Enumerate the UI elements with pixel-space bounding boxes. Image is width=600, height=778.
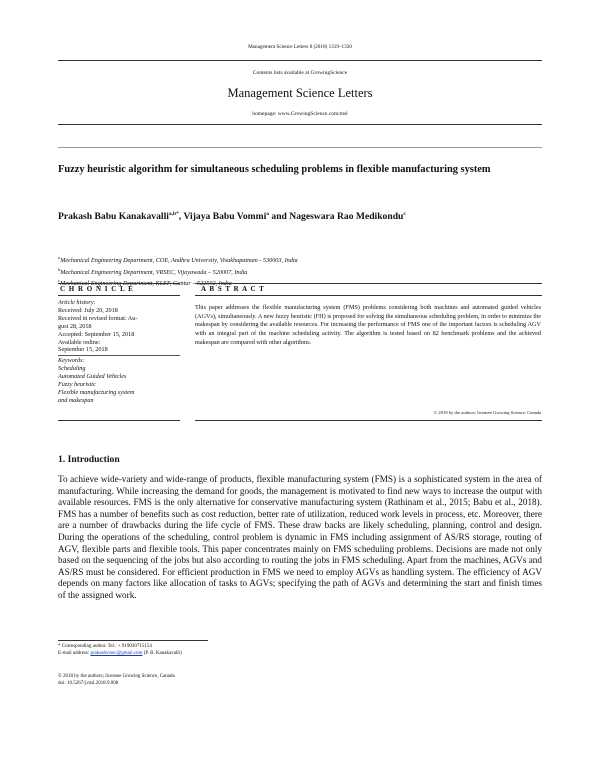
keyword: Flexible manufacturing system	[58, 388, 135, 396]
author-separator: and	[269, 211, 290, 223]
corresponding-author-footnote	[58, 643, 542, 657]
affiliation	[58, 254, 542, 266]
author-affiliation-marker: a,b*	[168, 211, 179, 217]
affiliation-marker: b	[58, 266, 61, 272]
affiliation-marker: a	[58, 255, 61, 260]
author-name: Prakash Babu Kanakavalli	[58, 211, 169, 223]
abstract-heading-rule	[195, 295, 542, 296]
abstract-text: This paper addresses the flexible manufacturing system (FMS) problems considering both machines and automated guided vehicles (AGVs), simultaneously. A new fuzzy heuristic (FH) is proposed for solving the simultaneous scheduling problem, in order to minimize the makespan by considering the available resources. For increasing the performance of FMS one of the important factors is scheduling AGV with an integral part of the machine scheduling activity. The algorithm is tested based on 82 benchmark problems and the achieved makespan are compared with other algorithms.	[195, 304, 541, 346]
available-online-date: September 15, 2018	[58, 346, 108, 354]
article-history-label: Article history:	[58, 299, 96, 306]
corresponding-author-email-line	[58, 650, 542, 657]
author-list	[58, 211, 542, 222]
paper-title: Fuzzy heuristic algorithm for simultaneous scheduling problems in flexible manufacturing system	[58, 164, 491, 175]
article-chronicle	[58, 299, 180, 405]
journal-homepage: homepage: www.GrowingScience.com/msl	[252, 111, 348, 117]
affiliation-marker: c	[58, 278, 60, 284]
keyword: Scheduling	[58, 365, 86, 373]
header-top-rule	[58, 60, 542, 61]
keyword: Automated Guided Vehicles	[58, 373, 127, 381]
header-thin-rule	[58, 147, 542, 148]
revised-date-line1: Received in revised format: Au-	[58, 314, 138, 322]
revised-date-line2: gust 28, 2018	[58, 322, 92, 330]
section-heading-introduction: 1. Introduction	[58, 454, 120, 465]
abstract-bottom-rule	[195, 420, 542, 421]
footnote-rule	[58, 640, 208, 641]
keyword: Fuzzy heuristic	[58, 381, 96, 389]
contents-available-note: Contents lists available at GrowingScience	[252, 70, 348, 76]
journal-name: Management Science Letters	[227, 86, 373, 100]
footer-doi: doi: 10.5267/j.msl.2018.9.008	[58, 680, 119, 686]
keyword: and makespan	[58, 396, 94, 404]
affiliation-text: Mechanical Engineering Department, COE, Andhra University, Visakhapatnam - 530003, India	[60, 257, 298, 265]
email-owner: (P. B. Kanakavalli)	[142, 651, 182, 656]
chronicle-heading: C H R O N I C L E	[60, 285, 134, 293]
affiliation	[58, 266, 542, 278]
keywords-label: Keywords:	[58, 357, 85, 365]
chronicle-top-rule	[58, 283, 180, 284]
abstract-top-rule	[195, 283, 542, 284]
corresponding-author-tel: * Corresponding author. Tel.: + 919030715154	[58, 644, 152, 649]
chronicle-heading-rule	[58, 295, 180, 296]
author-affiliation-marker: c	[403, 211, 406, 217]
footer-copyright: © 2018 by the authors; licensee Growing Science, Canada	[58, 674, 175, 679]
introduction-paragraph: To achieve wide-variety and wide-range of products, flexible manufacturing system (FMS) is a sophisticated system in the area of manufacturing. While increasing the demand for goods, the management is motivated to find new ways to increase the output with available resources. FMS is the only alternative for conservative manufacturing system (Rathinam et al., 2015; Babu et al., 2018). FMS has a number of benefits such as cost reduction, better rate of utilization, reduced work levels in process, etc. Moreover, there are a number of drawbacks during the life cycle of FMS. These draw backs are likely scheduling, planning, control and design. During the operations of the scheduling, control problem is dynamic in FMS including assignment of AS/RS storage, routing of AGV, flexible parts and flexible tools. This paper concentrates mainly on FMS scheduling problems. Decisions are made not only based on the sequencing of the jobs but also according to routing the jobs in FMS scheduling. Apart from the machines, AGVs and AS/RS must be considered. For efficient production in FMS we need to employ AGVs as handling system. The efficiency of AGV depends on many factors like allocation of tasks to AGVs; specifying the path of AGVs and determining the start and finish times of the assigned work.	[58, 474, 542, 600]
accepted-date: Accepted: September 15, 2018	[58, 330, 135, 338]
author-separator: ,	[178, 211, 184, 223]
author-email-link[interactable]: prakashvrsec@gmail.com	[90, 651, 143, 656]
author-name: Vijaya Babu Vommi	[183, 211, 267, 223]
email-label: E-mail address:	[58, 651, 91, 656]
chronicle-bottom-rule	[58, 420, 180, 421]
header-bottom-rule	[58, 124, 542, 125]
page-footer	[58, 674, 542, 687]
available-online-label: Available online:	[58, 338, 101, 346]
abstract-copyright: © 2018 by the authors; licensee Growing Science, Canada	[433, 410, 541, 415]
affiliation-text: Mechanical Engineering Department, KLEF, Guntur – 522502, India	[59, 280, 232, 288]
affiliation-text: Mechanical Engineering Department, VRSEC, Vijayawada – 520007, India	[60, 268, 248, 276]
journal-citation: Management Science Letters 8 (2018) 1319–1330	[248, 44, 352, 50]
author-name: Nageswara Rao Medikondu	[289, 211, 404, 223]
received-date: Received: July 20, 2018	[58, 306, 118, 314]
author-affiliation-marker: a	[266, 211, 270, 217]
chronicle-divider	[58, 355, 180, 356]
abstract-heading: A B S T R A C T	[201, 285, 265, 293]
